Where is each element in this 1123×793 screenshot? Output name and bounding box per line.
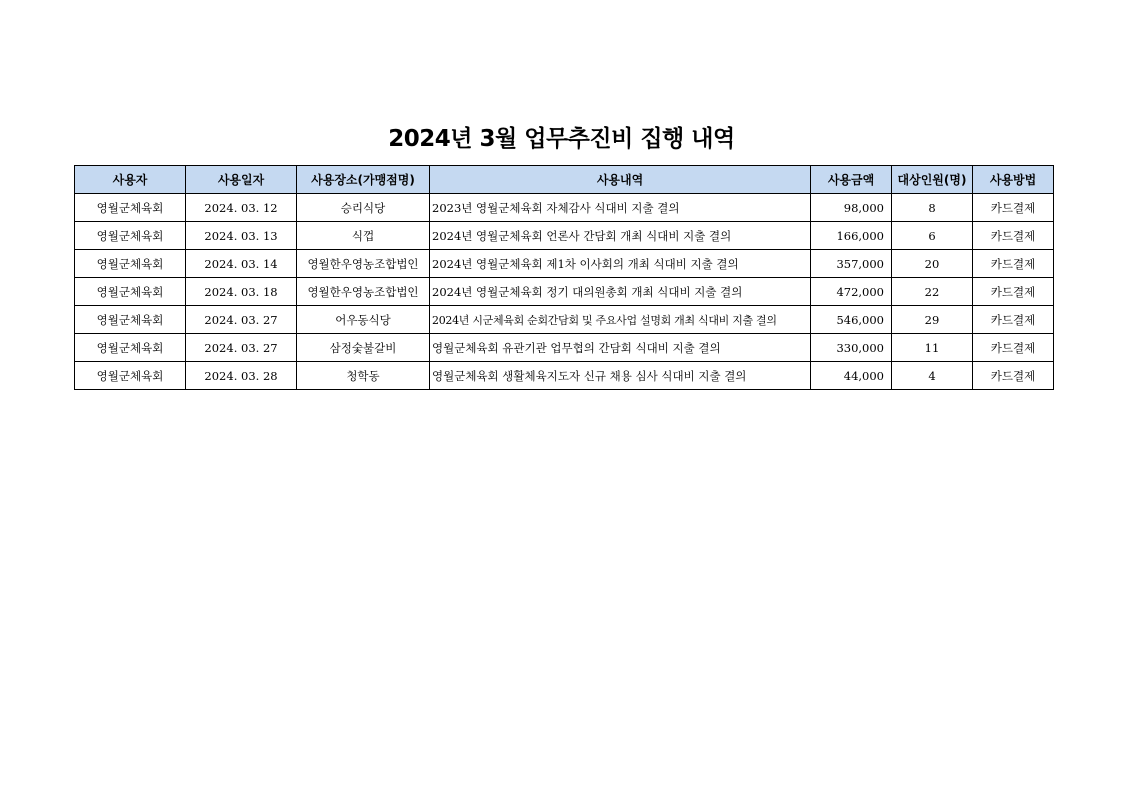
table-row [75, 306, 1054, 334]
cell-place: 식껍 [297, 222, 430, 250]
table-row [75, 278, 1054, 306]
cell-user: 영월군체육회 [75, 306, 186, 334]
table-row [75, 362, 1054, 390]
cell-amount: 472,000 [811, 278, 892, 306]
cell-user: 영월군체육회 [75, 250, 186, 278]
cell-place: 어우동식당 [297, 306, 430, 334]
cell-description: 2024년 영월군체육회 정기 대의원총회 개최 식대비 지출 결의 [430, 278, 811, 306]
cell-amount: 98,000 [811, 194, 892, 222]
page-title: 2024년 3월 업무추진비 집행 내역 [388, 126, 735, 152]
cell-user: 영월군체육회 [75, 334, 186, 362]
cell-method: 카드결제 [973, 362, 1054, 390]
cell-people: 20 [892, 250, 973, 278]
header-date: 사용일자 [186, 166, 297, 194]
cell-amount: 546,000 [811, 306, 892, 334]
cell-people: 29 [892, 306, 973, 334]
table-row [75, 222, 1054, 250]
table-header-row [75, 166, 1054, 194]
cell-place: 삼정숯불갈비 [297, 334, 430, 362]
cell-description: 영월군체육회 유관기관 업무협의 간담회 식대비 지출 결의 [430, 334, 811, 362]
cell-people: 4 [892, 362, 973, 390]
table-row [75, 250, 1054, 278]
cell-people: 6 [892, 222, 973, 250]
header-description: 사용내역 [430, 166, 811, 194]
cell-amount: 44,000 [811, 362, 892, 390]
cell-date: 2024. 03. 27 [186, 334, 297, 362]
cell-place: 승리식당 [297, 194, 430, 222]
header-user: 사용자 [75, 166, 186, 194]
cell-amount: 330,000 [811, 334, 892, 362]
cell-date: 2024. 03. 18 [186, 278, 297, 306]
cell-description: 2024년 영월군체육회 언론사 간담회 개최 식대비 지출 결의 [430, 222, 811, 250]
cell-amount: 357,000 [811, 250, 892, 278]
cell-method: 카드결제 [973, 306, 1054, 334]
cell-date: 2024. 03. 28 [186, 362, 297, 390]
cell-description: 2024년 시군체육회 순회간담회 및 주요사업 설명회 개최 식대비 지출 결의 [430, 306, 811, 334]
cell-method: 카드결제 [973, 194, 1054, 222]
expense-table [74, 165, 1054, 390]
header-place: 사용장소(가맹점명) [297, 166, 430, 194]
cell-date: 2024. 03. 13 [186, 222, 297, 250]
cell-place: 청학동 [297, 362, 430, 390]
cell-user: 영월군체육회 [75, 278, 186, 306]
cell-user: 영월군체육회 [75, 222, 186, 250]
cell-people: 8 [892, 194, 973, 222]
cell-people: 11 [892, 334, 973, 362]
header-amount: 사용금액 [811, 166, 892, 194]
header-people: 대상인원(명) [892, 166, 973, 194]
cell-date: 2024. 03. 12 [186, 194, 297, 222]
cell-date: 2024. 03. 14 [186, 250, 297, 278]
header-method: 사용방법 [973, 166, 1054, 194]
cell-method: 카드결제 [973, 334, 1054, 362]
table-row [75, 194, 1054, 222]
cell-description: 2023년 영월군체육회 자체감사 식대비 지출 결의 [430, 194, 811, 222]
table-row [75, 334, 1054, 362]
cell-people: 22 [892, 278, 973, 306]
cell-method: 카드결제 [973, 278, 1054, 306]
cell-user: 영월군체육회 [75, 194, 186, 222]
cell-method: 카드결제 [973, 250, 1054, 278]
cell-place: 영월한우영농조합법인 [297, 278, 430, 306]
cell-description: 영월군체육회 생활체육지도자 신규 채용 심사 식대비 지출 결의 [430, 362, 811, 390]
cell-method: 카드결제 [973, 222, 1054, 250]
cell-amount: 166,000 [811, 222, 892, 250]
cell-description: 2024년 영월군체육회 제1차 이사회의 개최 식대비 지출 결의 [430, 250, 811, 278]
cell-user: 영월군체육회 [75, 362, 186, 390]
cell-place: 영월한우영농조합법인 [297, 250, 430, 278]
cell-date: 2024. 03. 27 [186, 306, 297, 334]
